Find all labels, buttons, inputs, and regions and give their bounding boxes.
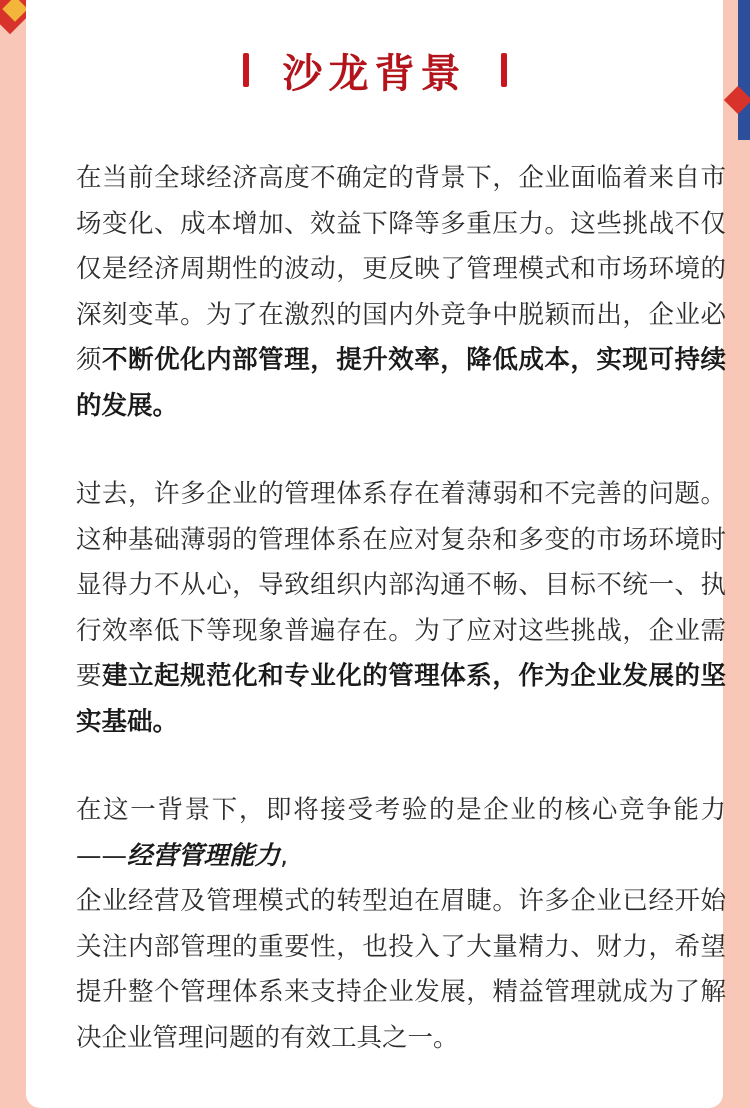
title-right-bar <box>501 53 507 87</box>
paragraph-emphasis: 建立起规范化和专业化的管理体系，作为企业发展的坚实基础。 <box>76 661 726 737</box>
paragraph-comma: , <box>280 840 289 871</box>
content-card <box>26 0 726 1108</box>
paragraph-2 <box>76 472 726 745</box>
paragraph-text: 在这一背景下，即将接受考验的是企业的核心竞争能力—— <box>76 795 726 871</box>
paragraph-text: 过去，许多企业的管理体系存在着薄弱和不完善的问题。这种基础薄弱的管理体系在应对复杂和多变的市场环境时显得力不从心，导致组织内部沟通不畅、目标不统一、执行效率低下等现象普遍存在。为了应对这些挑战，企业需要 <box>76 479 726 691</box>
title-left-bar <box>243 53 249 87</box>
paragraph-line <box>76 879 726 1061</box>
paragraph-text: 在当前全球经济高度不确定的背景下，企业面临着来自市场变化、成本增加、效益下降等多重压力。这些挑战不仅仅是经济周期性的波动，更反映了管理模式和市场环境的深刻变革。为了在激烈的国内外竞争中脱颖而出，企业必须 <box>76 163 726 375</box>
corner-blue-strip <box>738 0 750 140</box>
section-header <box>26 40 723 100</box>
paragraph-line <box>76 788 726 879</box>
article-body <box>76 156 726 1104</box>
paragraph-1 <box>76 156 726 429</box>
section-title: 沙龙背景 <box>282 50 467 97</box>
paragraph-emphasis: 经营管理能力 <box>127 840 281 871</box>
paragraph-emphasis: 不断优化内部管理，提升效率，降低成本，实现可持续的发展。 <box>76 345 726 421</box>
paragraph-text: 企业经营及管理模式的转型迫在眉睫。许多企业已经开始关注内部管理的重要性，也投入了大量精力、财力，希望提升整个管理体系来支持企业发展，精益管理就成为了解决企业管理问题的有效工具之一。 <box>76 886 726 1053</box>
paragraph-3 <box>76 788 726 1061</box>
